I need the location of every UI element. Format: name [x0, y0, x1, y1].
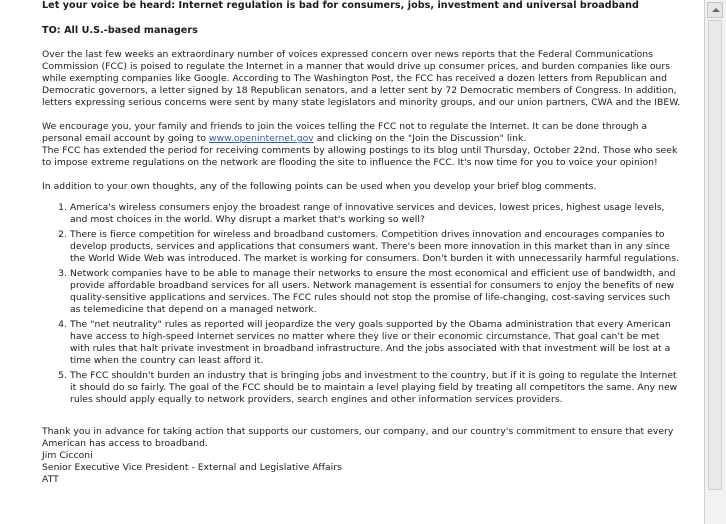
signature-company: ATT — [42, 474, 59, 485]
signature-name: Jim Cicconi — [42, 450, 93, 461]
memo-body — [42, 0, 682, 486]
list-item: 2. There is fierce competition for wireless and broadband customers. Competition drives innovation and encourages companies to develop products, services and applications that consumers want. There's been more innovation in this market than in any since the World Wide Web was introduced. The market is working for consumers. Don't burden it with unnecessarily harmful regulations. — [70, 229, 682, 265]
list-item: 1. America's wireless consumers enjoy the broadest range of innovative services and devices, lowest prices, highest usage levels, and most choices in the world. Why disrupt a market that's working so well? — [70, 202, 682, 226]
call-to-action-paragraph — [42, 121, 682, 169]
scroll-thumb[interactable] — [708, 20, 722, 490]
vertical-scrollbar[interactable] — [705, 0, 726, 524]
talking-points-list — [42, 202, 682, 406]
cta-text-before-link: We encourage you, your family and friends to join the voices telling the FCC not to regulate the Internet. It can be done through a personal email account by going to — [42, 121, 648, 144]
closing-paragraph: Thank you in advance for taking action that supports our customers, our company, and our country's commitment to ensure that every American has access to broadband. — [42, 426, 674, 449]
signature-title: Senior Executive Vice President - External and Legislative Affairs — [42, 462, 342, 473]
list-item: 5. The FCC shouldn't burden an industry that is bringing jobs and investment to the country, but if it is going to regulate the Internet it should do so fairly. The goal of the FCC should be to maintain a level playing field by treating all competitors the same. Any new rules should apply equally to network providers, search engines and other information services providers. — [70, 370, 682, 406]
cta-text-after-link: and clicking on the "Join the Discussion" link. — [313, 133, 527, 144]
intro-paragraph: Over the last few weeks an extraordinary number of voices expressed concern over news reports that the Federal Communications Commission (FCC) is poised to regulate the Internet in a manner that would drive up consumer prices, and burden companies like ours while exempting companies like Google. According to The Washington Post, the FCC has received a dozen letters from Republican and Democratic governors, a letter signed by 18 Republican senators, and a letter sent by 72 Democratic members of Congress. In addition, letters expressing serious concerns were sent by many state legislators and minority groups, and our union partners, CWA and the IBEW. — [42, 49, 681, 108]
points-intro-paragraph: In addition to your own thoughts, any of the following points can be used when you develop your brief blog comments. — [42, 181, 597, 192]
list-item: 3. Network companies have to be able to manage their networks to ensure the most economical and efficient use of bandwidth, and provide affordable broadband services for all users. Network management is essential for consumers to enjoy the benefits of new quality-sensitive applications and services. The FCC rules should not stop the promise of life-changing, cost-saving services such as telemedicine that depend on a managed network. — [70, 268, 682, 316]
openinternet-link[interactable]: www.openinternet.gov — [209, 133, 314, 144]
fcc-deadline-text: The FCC has extended the period for receiving comments by allowing postings to its blog until Thursday, October 22nd. Those who seek to impose extreme regulations on the network are flooding the site to influence the FCC. It's now time for you to voice your opinion! — [42, 145, 678, 168]
memo-headline: Let your voice be heard: Internet regulation is bad for consumers, jobs, investment and universal broadband — [42, 0, 639, 11]
scroll-up-arrow-icon[interactable] — [707, 2, 723, 18]
memo-recipients: TO: All U.S.-based managers — [42, 25, 198, 36]
list-item: 4. The "net neutrality" rules as reported will jeopardize the very goals supported by the Obama administration that every American have access to high-speed Internet services no matter where they live or their economic circumstance. That goal can't be met with rules that halt private investment in broadband infrastructure. And the jobs associated with that investment will be lost at a time when the country can least afford it. — [70, 319, 682, 367]
